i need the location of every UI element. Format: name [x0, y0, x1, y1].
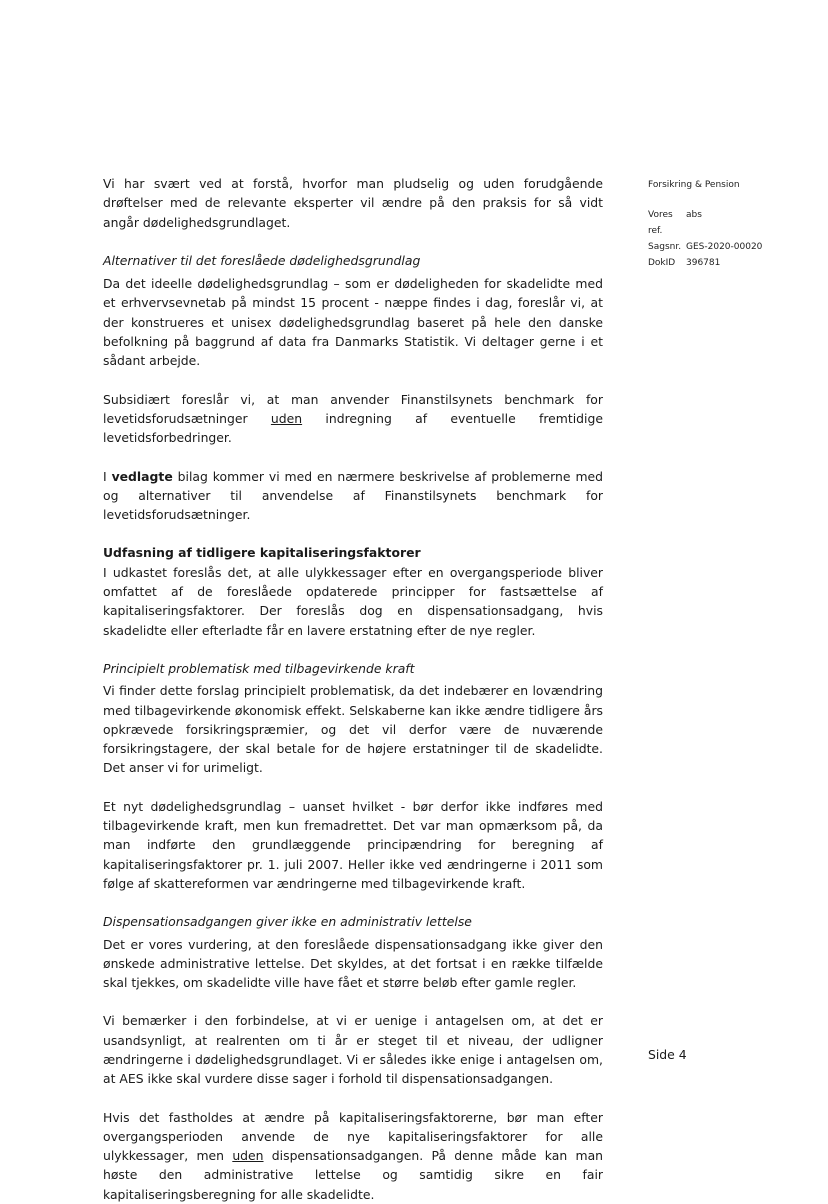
paragraph-remark: Vi bemærker i den forbindelse, at vi er uenige i antagelsen om, at det er usandsynligt, at realrenten om ti år er steget til et niveau, der udligner ændringerne i dødelighedsgrundlaget. Vi er således ikke enige i antagelsen om, at AES ikke skal vurdere disse sager i forhold til dispensationsadgangen. [103, 1013, 603, 1087]
paragraph-subsidiary [103, 390, 603, 448]
doc-id-label: DokID [648, 258, 676, 268]
sidebar-reference [648, 177, 818, 271]
paragraph-attachment-text-b: bilag kommer vi med en nærmere beskrivelse af problemerne med og alternativer til anvendelse af Finanstilsynets benchmark for levetidsforudsætninger. [103, 468, 604, 523]
case-number-label: Sagsnr. [648, 242, 682, 252]
paragraph-new-basis: Et nyt dødelighedsgrundlag – uanset hvilket - bør derfor ikke indføres med tilbagevirkende kraft, men kun fremadrettet. Det var man opmærksom på, da man indførte den grundlæggende principændring for beregning af kapitaliseringsfaktorer pr. 1. juli 2007. Heller ikke ved ændringerne i 2011 som følge af skattereformen var ændringerne med tilbagevirkende kraft. [103, 798, 603, 891]
paragraph-conclusion-text-b: dispensationsadgangen. På denne måde kan man høste den administrative lettelse og samtidig sikre en fair kapitaliseringsberegning for alle skadelidte. [103, 1148, 604, 1202]
subheading-dispensation: Dispensationsadgangen giver ikke en administrativ lettelse [103, 914, 472, 930]
section-heading-phaseout: Udfasning af tidligere kapitaliseringsfaktorer [103, 545, 421, 561]
doc-id-row [648, 255, 818, 271]
paragraph-ideal-basis: Da det ideelle dødelighedsgrundlag – som er dødeligheden for skadelidte med et erhvervsevnetab på mindst 15 procent - næppe findes i dag, foreslår vi, at der konstrueres et unisex dødelighedsgrundlag baseret på hele den danske befolkning på baggrund af data fra Danmarks Statistik. Vi deltager gerne i et sådant arbejde. [103, 276, 603, 369]
sender-organization: Forsikring & Pension [648, 180, 740, 190]
paragraph-subsidiary-text-a: Subsidiært foreslår vi, at man anvender Finanstilsynets benchmark for levetidsforudsætninger [103, 391, 603, 426]
ref-value: abs [686, 210, 702, 220]
case-number-row [648, 239, 818, 255]
paragraph-attachment-text-a: I [103, 468, 112, 484]
subheading-retroactive: Principielt problematisk med tilbagevirkende kraft [103, 660, 415, 676]
letter-body [103, 174, 603, 1204]
subheading-alternatives: Alternativer til det foreslåede dødelighedsgrundlag [103, 252, 421, 268]
paragraph-subsidiary-text-b: indregning af eventuelle fremtidige levetidsforbedringer. [103, 410, 603, 446]
underlined-uden: uden [270, 410, 303, 426]
doc-id-value: 396781 [686, 258, 721, 268]
ref-label: Vores ref. [648, 210, 673, 236]
paragraph-intro: Vi har svært ved at forstå, hvorfor man pludselig og uden forudgående drøftelser med de relevante eksperter vil ændre på den praksis for så vidt angår dødelighedsgrundlaget. [103, 176, 603, 230]
paragraph-attachment [103, 467, 603, 525]
paragraph-conclusion [103, 1108, 603, 1204]
bold-vedlagte: vedlagte [111, 468, 173, 484]
paragraph-conclusion-text-a: Hvis det fastholdes at ændre på kapitaliseringsfaktorerne, bør man efter overgangsperioden anvende de nye kapitaliseringsfaktorer for alle ulykkessager, men [103, 1109, 603, 1164]
paragraph-assessment: Det er vores vurdering, at den foreslåede dispensationsadgang ikke giver den ønskede administrative lettelse. Det skyldes, at det fortsat i en række tilfælde skal tjekkes, om skadelidte ville have fået et større beløb efter gamle regler. [103, 936, 603, 991]
ref-row [648, 207, 818, 239]
underlined-uden-2: uden [232, 1148, 264, 1164]
paragraph-draft: I udkastet foreslås det, at alle ulykkessager efter en overgangsperiode bliver omfattet af de foreslåede opdaterede principper for fastsættelse af kapitaliseringsfaktorer. Der foreslås dog en dispensationsadgang, hvis skadelidte eller efterladte får en lavere erstatning efter de nye regler. [103, 564, 603, 638]
paragraph-principle: Vi finder dette forslag principielt problematisk, da det indebærer en lovændring med tilbagevirkende økonomisk effekt. Selskaberne kan ikke ændre tidligere års opkrævede forsikringspræmier, og det vil derfor være de nuværende forsikringstagere, der skal betale for de højere erstatninger til de skadelidte. Det anser vi for urimeligt. [103, 683, 603, 776]
page-number: Side 4 [648, 1047, 687, 1062]
case-number-value: GES-2020-00020 [686, 242, 763, 252]
